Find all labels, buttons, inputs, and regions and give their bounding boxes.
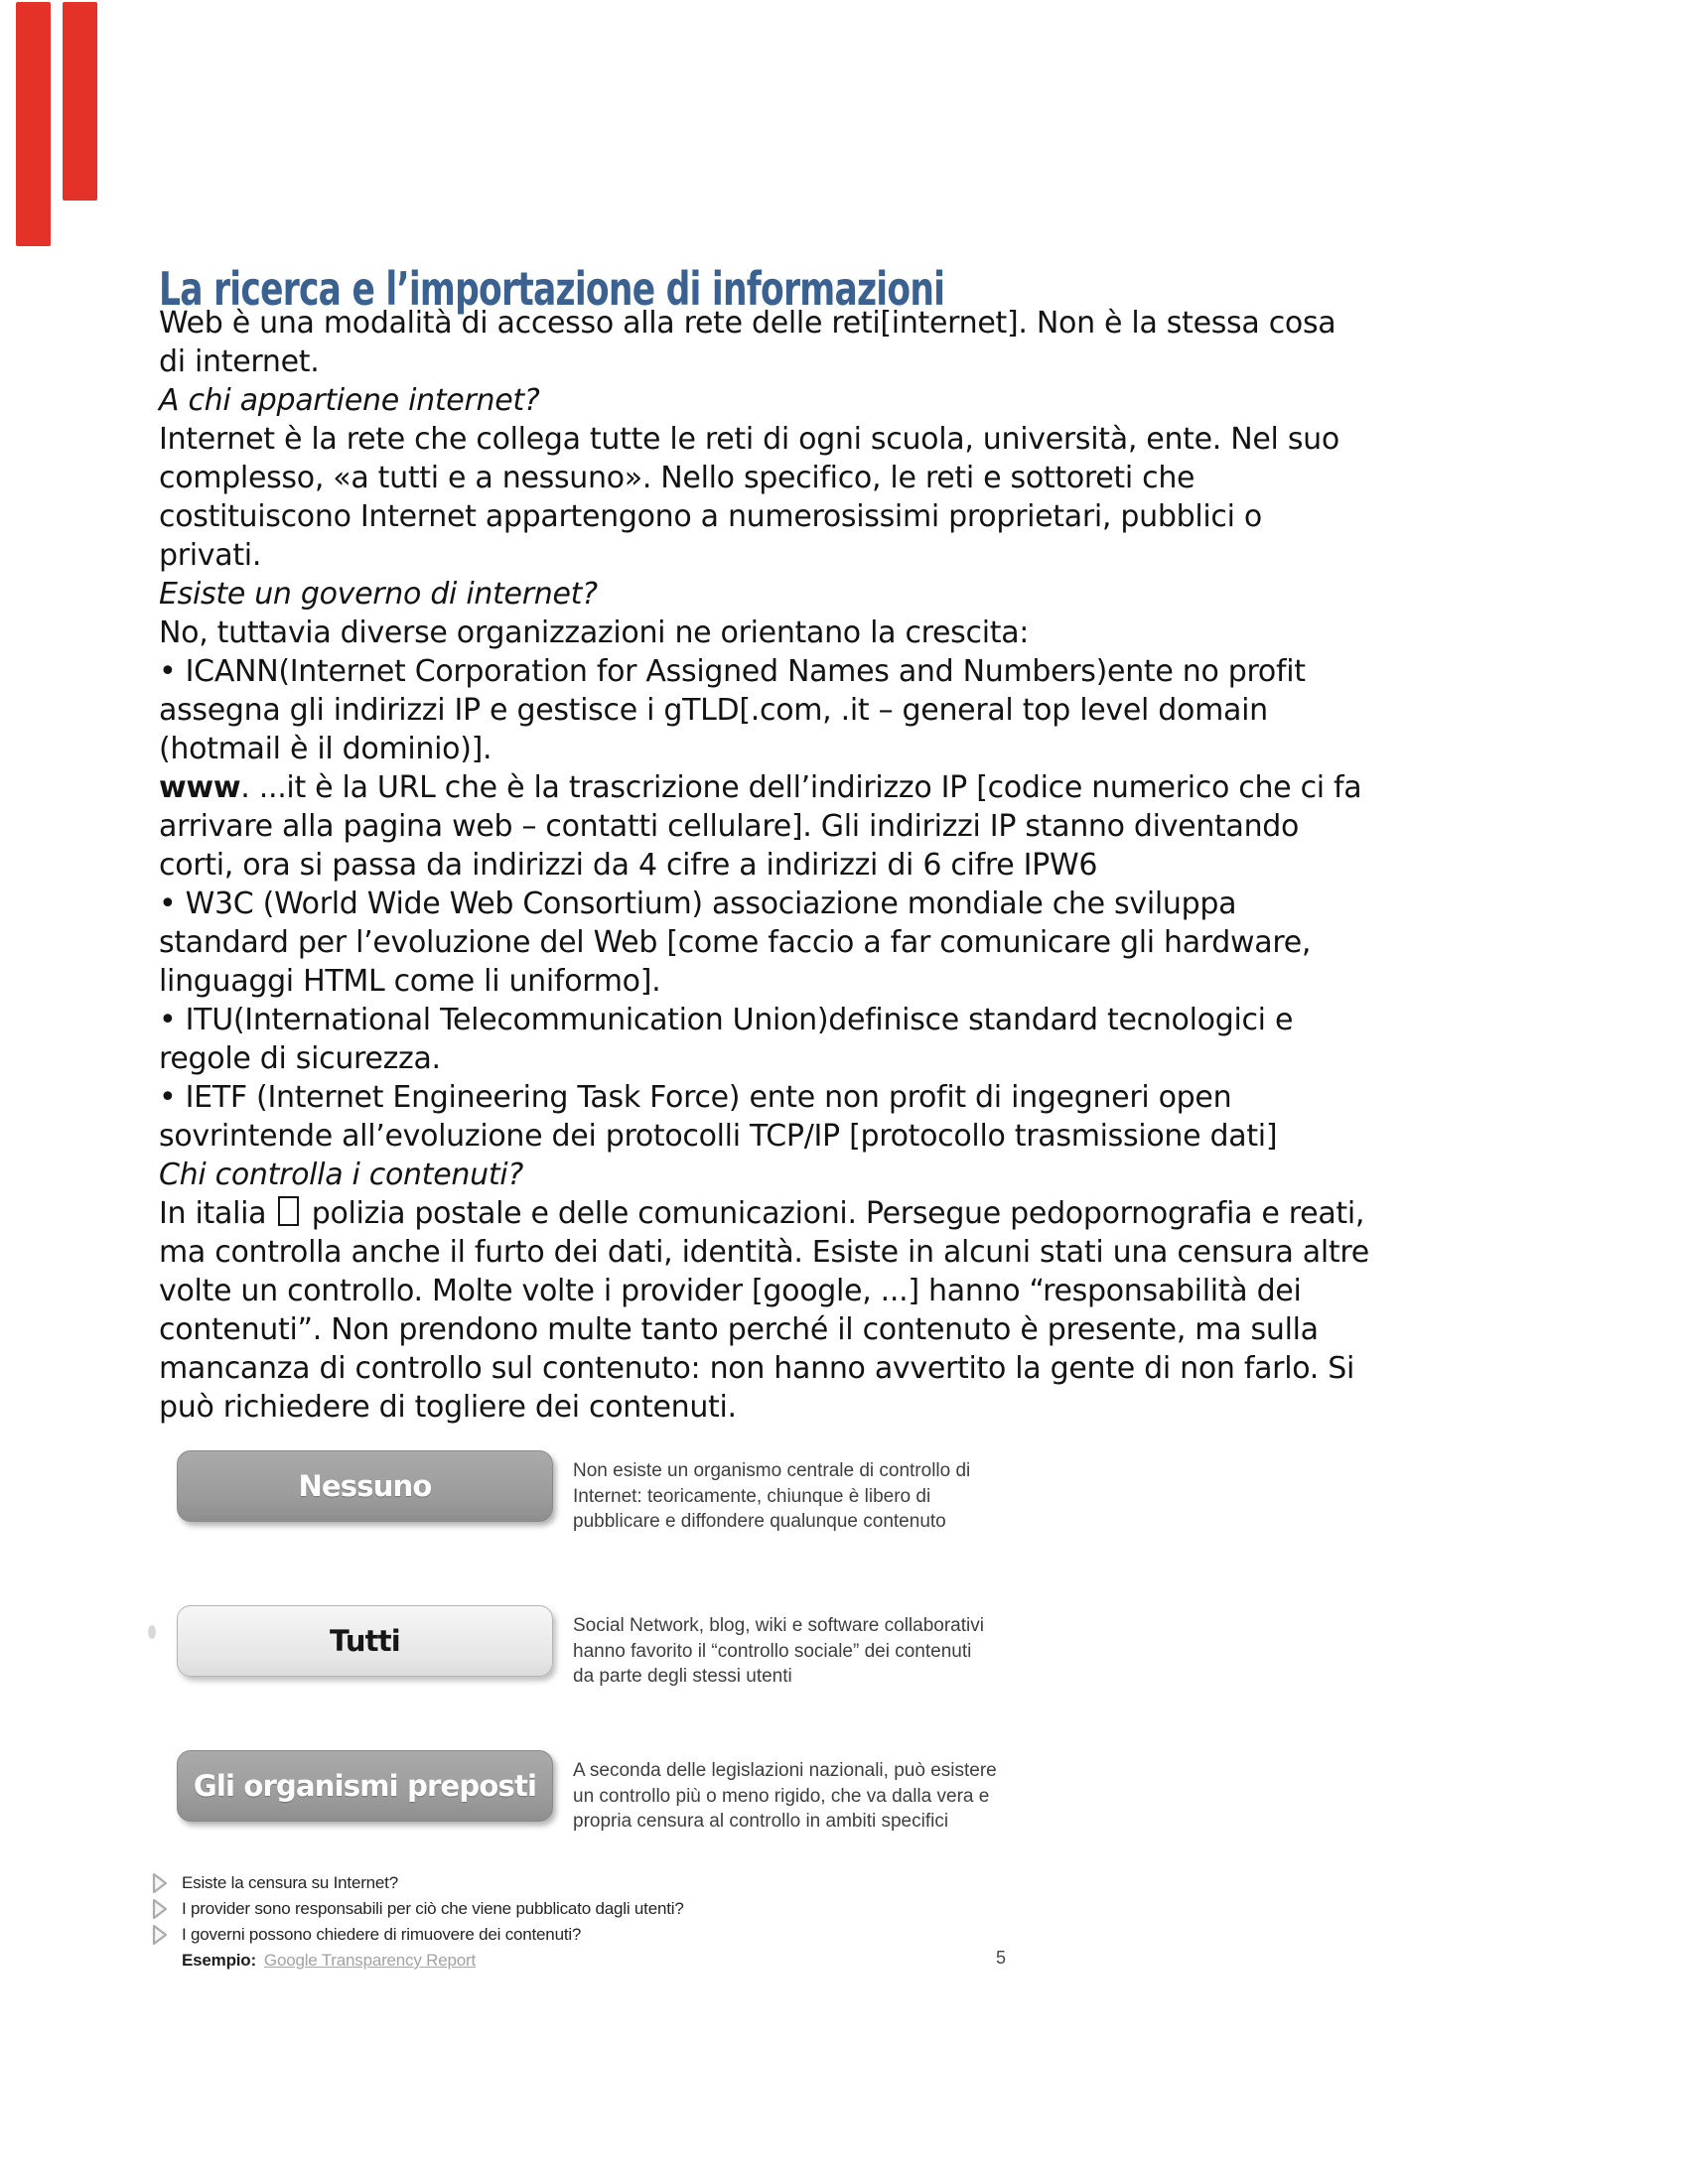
body-text	[159, 304, 1569, 1427]
page-number: 5	[996, 1948, 1007, 1968]
chevron-bullet-icon	[151, 1924, 169, 1946]
body-line: In italia polizia postale e delle comunicazioni. Persegue pedopornografia e reati,	[159, 1196, 1365, 1231]
question-item	[151, 1922, 1144, 1948]
scan-artifact	[148, 1625, 156, 1639]
question-item	[151, 1870, 1144, 1896]
description-line: hanno favorito il “controllo sociale” dei contenuti	[573, 1640, 972, 1662]
body-line: costituiscono Internet appartengono a numerosissimi proprietari, pubblici o	[159, 499, 1262, 534]
body-line: Chi controlla i contenuti?	[159, 1158, 523, 1192]
google-transparency-report-link[interactable]: Google Transparency Report	[263, 1951, 477, 1970]
question-text: Esiste la censura su Internet?	[182, 1873, 398, 1892]
body-line: www. ...it è la URL che è la trascrizione dell’indirizzo IP [codice numerico che ci fa	[159, 770, 1362, 805]
body-line: • ICANN(Internet Corporation for Assigned Names and Numbers)ente no profit	[159, 654, 1306, 689]
control-buttons-section	[177, 1450, 1468, 1847]
body-line: linguaggi HTML come li uniformo].	[159, 964, 661, 999]
body-line: mancanza di controllo sul contenuto: non hanno avvertito la gente di non farlo. Si	[159, 1351, 1355, 1386]
body-line: Web è una modalità di accesso alla rete delle reti[internet]. Non è la stessa cosa	[159, 306, 1336, 341]
body-line: Esiste un governo di internet?	[159, 577, 598, 612]
body-line: sovrintende all’evoluzione dei protocolli TCP/IP [protocollo trasmissione dati]	[159, 1119, 1278, 1154]
page-title-text: La ricerca e l’importazione di informazioni	[159, 262, 945, 316]
questions-list	[151, 1870, 1144, 1974]
description-line: A seconda delle legislazioni nazionali, può esistere	[573, 1760, 997, 1781]
red-mark-right	[63, 2, 97, 201]
body-line: standard per l’evoluzione del Web [come faccio a far comunicare gli hardware,	[159, 925, 1312, 960]
red-mark-left	[16, 2, 51, 246]
description-line: Non esiste un organismo centrale di controllo di	[573, 1460, 971, 1481]
body-line: complesso, «a tutti e a nessuno». Nello specifico, le reti e sottoreti che	[159, 461, 1196, 495]
control-row-description	[573, 1458, 1328, 1535]
body-line: arrivare alla pagina web – contatti cellulare]. Gli indirizzi IP stanno diventando	[159, 809, 1300, 844]
missing-glyph-box	[278, 1196, 299, 1226]
chevron-bullet-icon	[151, 1872, 169, 1894]
body-line: di internet.	[159, 344, 320, 379]
control-row	[177, 1750, 1468, 1840]
question-item	[151, 1896, 1144, 1922]
chevron-bullet-icon	[151, 1898, 169, 1920]
body-line: assegna gli indirizzi IP e gestisce i gTLD[.com, .it – general top level domain	[159, 693, 1268, 728]
control-row	[177, 1605, 1468, 1695]
body-line: contenuti”. Non prendono multe tanto perché il contenuto è presente, ma sulla	[159, 1312, 1319, 1347]
body-line: corti, ora si passa da indirizzi da 4 cifre a indirizzi di 6 cifre IPW6	[159, 848, 1098, 883]
example-row	[151, 1948, 1144, 1974]
body-line: Internet è la rete che collega tutte le reti di ogni scuola, università, ente. Nel suo	[159, 422, 1339, 457]
tutti-button[interactable]: Tutti	[177, 1605, 553, 1677]
body-line: ma controlla anche il furto dei dati, identità. Esiste in alcuni stati una censura altre	[159, 1235, 1369, 1270]
description-line: Internet: teoricamente, chiunque è libero di	[573, 1485, 931, 1507]
body-line: volte un controllo. Molte volte i provider [google, ...] hanno “responsabilità dei	[159, 1274, 1302, 1308]
body-line: • ITU(International Telecommunication Union)definisce standard tecnologici e	[159, 1003, 1294, 1037]
body-line: • W3C (World Wide Web Consortium) associazione mondiale che sviluppa	[159, 887, 1237, 921]
body-line: A chi appartiene internet?	[159, 383, 540, 418]
description-line: un controllo più o meno rigido, che va dalla vera e	[573, 1785, 990, 1807]
body-line: (hotmail è il dominio)].	[159, 732, 492, 766]
body-line: privati.	[159, 538, 262, 573]
description-line: pubblicare e diffondere qualunque contenuto	[573, 1511, 946, 1532]
body-line: No, tuttavia diverse organizzazioni ne orientano la crescita:	[159, 615, 1030, 650]
body-line: regole di sicurezza.	[159, 1041, 441, 1076]
nessuno-button[interactable]: Nessuno	[177, 1450, 553, 1522]
control-row	[177, 1450, 1468, 1540]
question-text: I provider sono responsabili per ciò che viene pubblicato dagli utenti?	[182, 1899, 684, 1918]
body-line: • IETF (Internet Engineering Task Force) ente non profit di ingegneri open	[159, 1080, 1232, 1115]
example-label: Esempio:	[182, 1951, 256, 1970]
description-line: Social Network, blog, wiki e software collaborativi	[573, 1615, 984, 1636]
body-line: può richiedere di togliere dei contenuti.	[159, 1390, 737, 1425]
description-line: da parte degli stessi utenti	[573, 1666, 792, 1687]
control-row-description	[573, 1758, 1328, 1835]
control-row-description	[573, 1613, 1328, 1690]
gli-organismi-preposti-button[interactable]: Gli organismi preposti	[177, 1750, 553, 1822]
question-text: I governi possono chiedere di rimuovere dei contenuti?	[182, 1925, 582, 1944]
description-line: propria censura al controllo in ambiti specifici	[573, 1811, 949, 1832]
